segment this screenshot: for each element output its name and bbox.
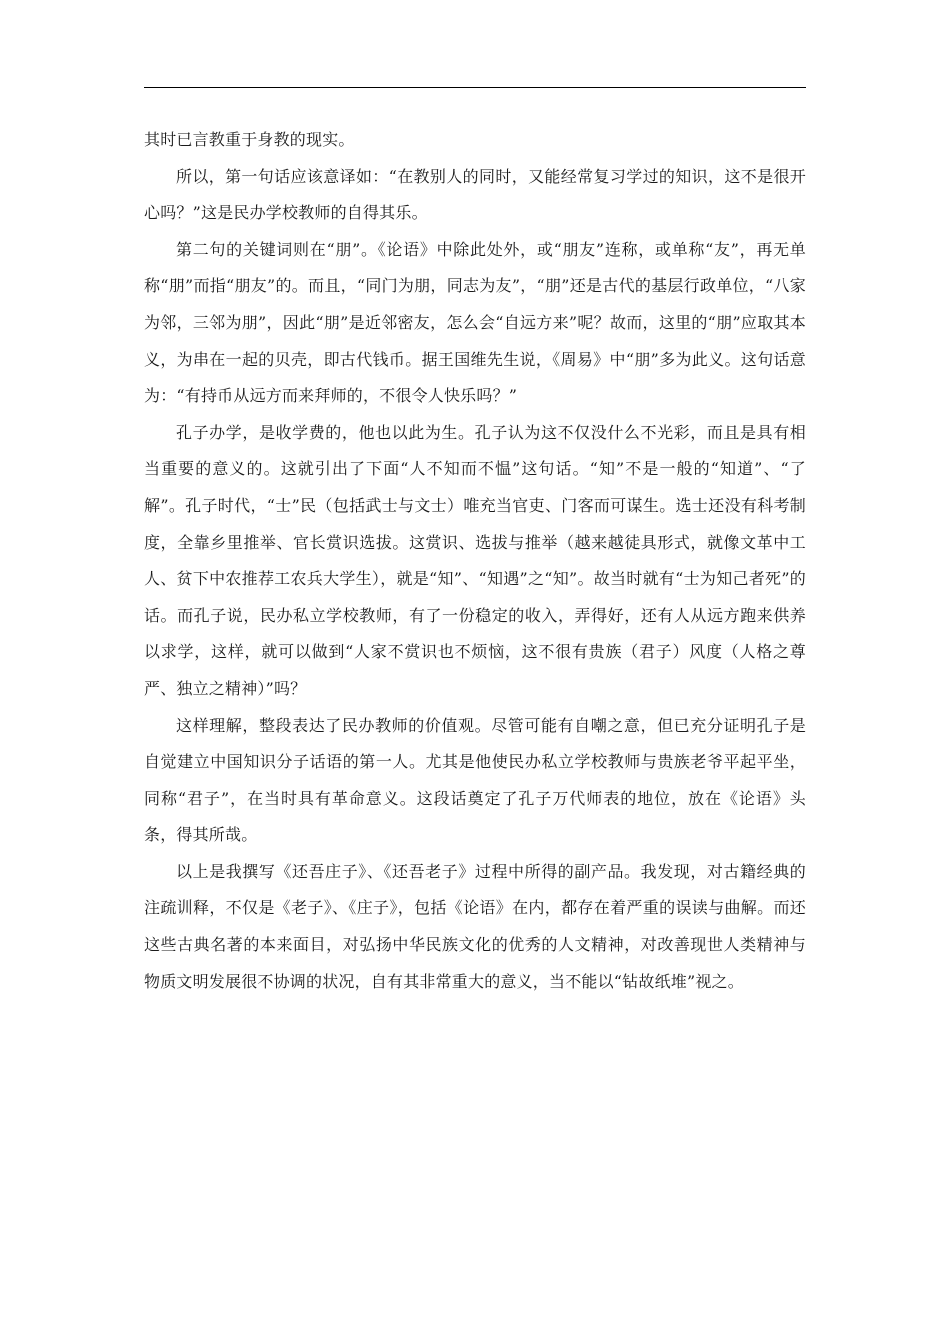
paragraph-2: 所以，第一句话应该意译如：“在教别人的同时，又能经常复习学过的知识，这不是很开心吗？”这是民办学校教师的自得其乐。	[144, 166, 806, 223]
paragraph-4: 孔子办学，是收学费的，他也以此为生。孔子认为这不仅没什么不光彩，而且是具有相当重要的意义的。这就引出了下面“人不知而不愠”这句话。“知”不是一般的“知道”、“了解”。孔子时代，“士”民（包括武士与文士）唯充当官吏、门客而可谋生。选士还没有科考制度，全靠乡里推举、官长赏识选拔。这赏识、选拔与推举（越来越徒具形式，就像文革中工人、贫下中农推荐工农兵大学生），就是“知”、“知遇”之“知”。故当时就有“士为知己者死”的话。而孔子说，民办私立学校教师，有了一份稳定的收入，弄得好，还有人从远方跑来供养以求学，这样，就可以做到“人家不赏识也不烦恼，这不很有贵族（君子）风度（人格之尊严、独立之精神）”吗？	[144, 422, 806, 698]
paragraph-1: 其时已言教重于身教的现实。	[144, 130, 355, 149]
paragraph-3: 第二句的关键词则在“朋”。《论语》中除此处外，或“朋友”连称，或单称“友”，再无单称“朋”而指“朋友”的。而且，“同门为朋，同志为友”，“朋”还是古代的基层行政单位，“八家为邻，三邻为朋”，因此“朋”是近邻密友，怎么会“自远方来”呢？故而，这里的“朋”应取其本义，为串在一起的贝壳，即古代钱币。据王国维先生说，《周易》中“朋”多为此义。这句话意为：“有持币从远方而来拜师的，不很令人快乐吗？”	[144, 239, 806, 406]
paragraph-6: 以上是我撰写《还吾庄子》、《还吾老子》过程中所得的副产品。我发现，对古籍经典的注疏训释，不仅是《老子》、《庄子》，包括《论语》在内，都存在着严重的误读与曲解。而还这些古典名著的本来面目，对弘扬中华民族文化的优秀的人文精神，对改善现世人类精神与物质文明发展很不协调的状况，自有其非常重大的意义，当不能以“钻故纸堆”视之。	[144, 861, 806, 991]
document-body	[144, 122, 806, 1000]
header-rule	[144, 87, 806, 88]
paragraph-5: 这样理解，整段表达了民办教师的价值观。尽管可能有自嘲之意，但已充分证明孔子是自觉建立中国知识分子话语的第一人。尤其是他使民办私立学校教师与贵族老爷平起平坐，同称“君子”，在当时具有革命意义。这段话奠定了孔子万代师表的地位，放在《论语》头条，得其所哉。	[144, 715, 806, 845]
